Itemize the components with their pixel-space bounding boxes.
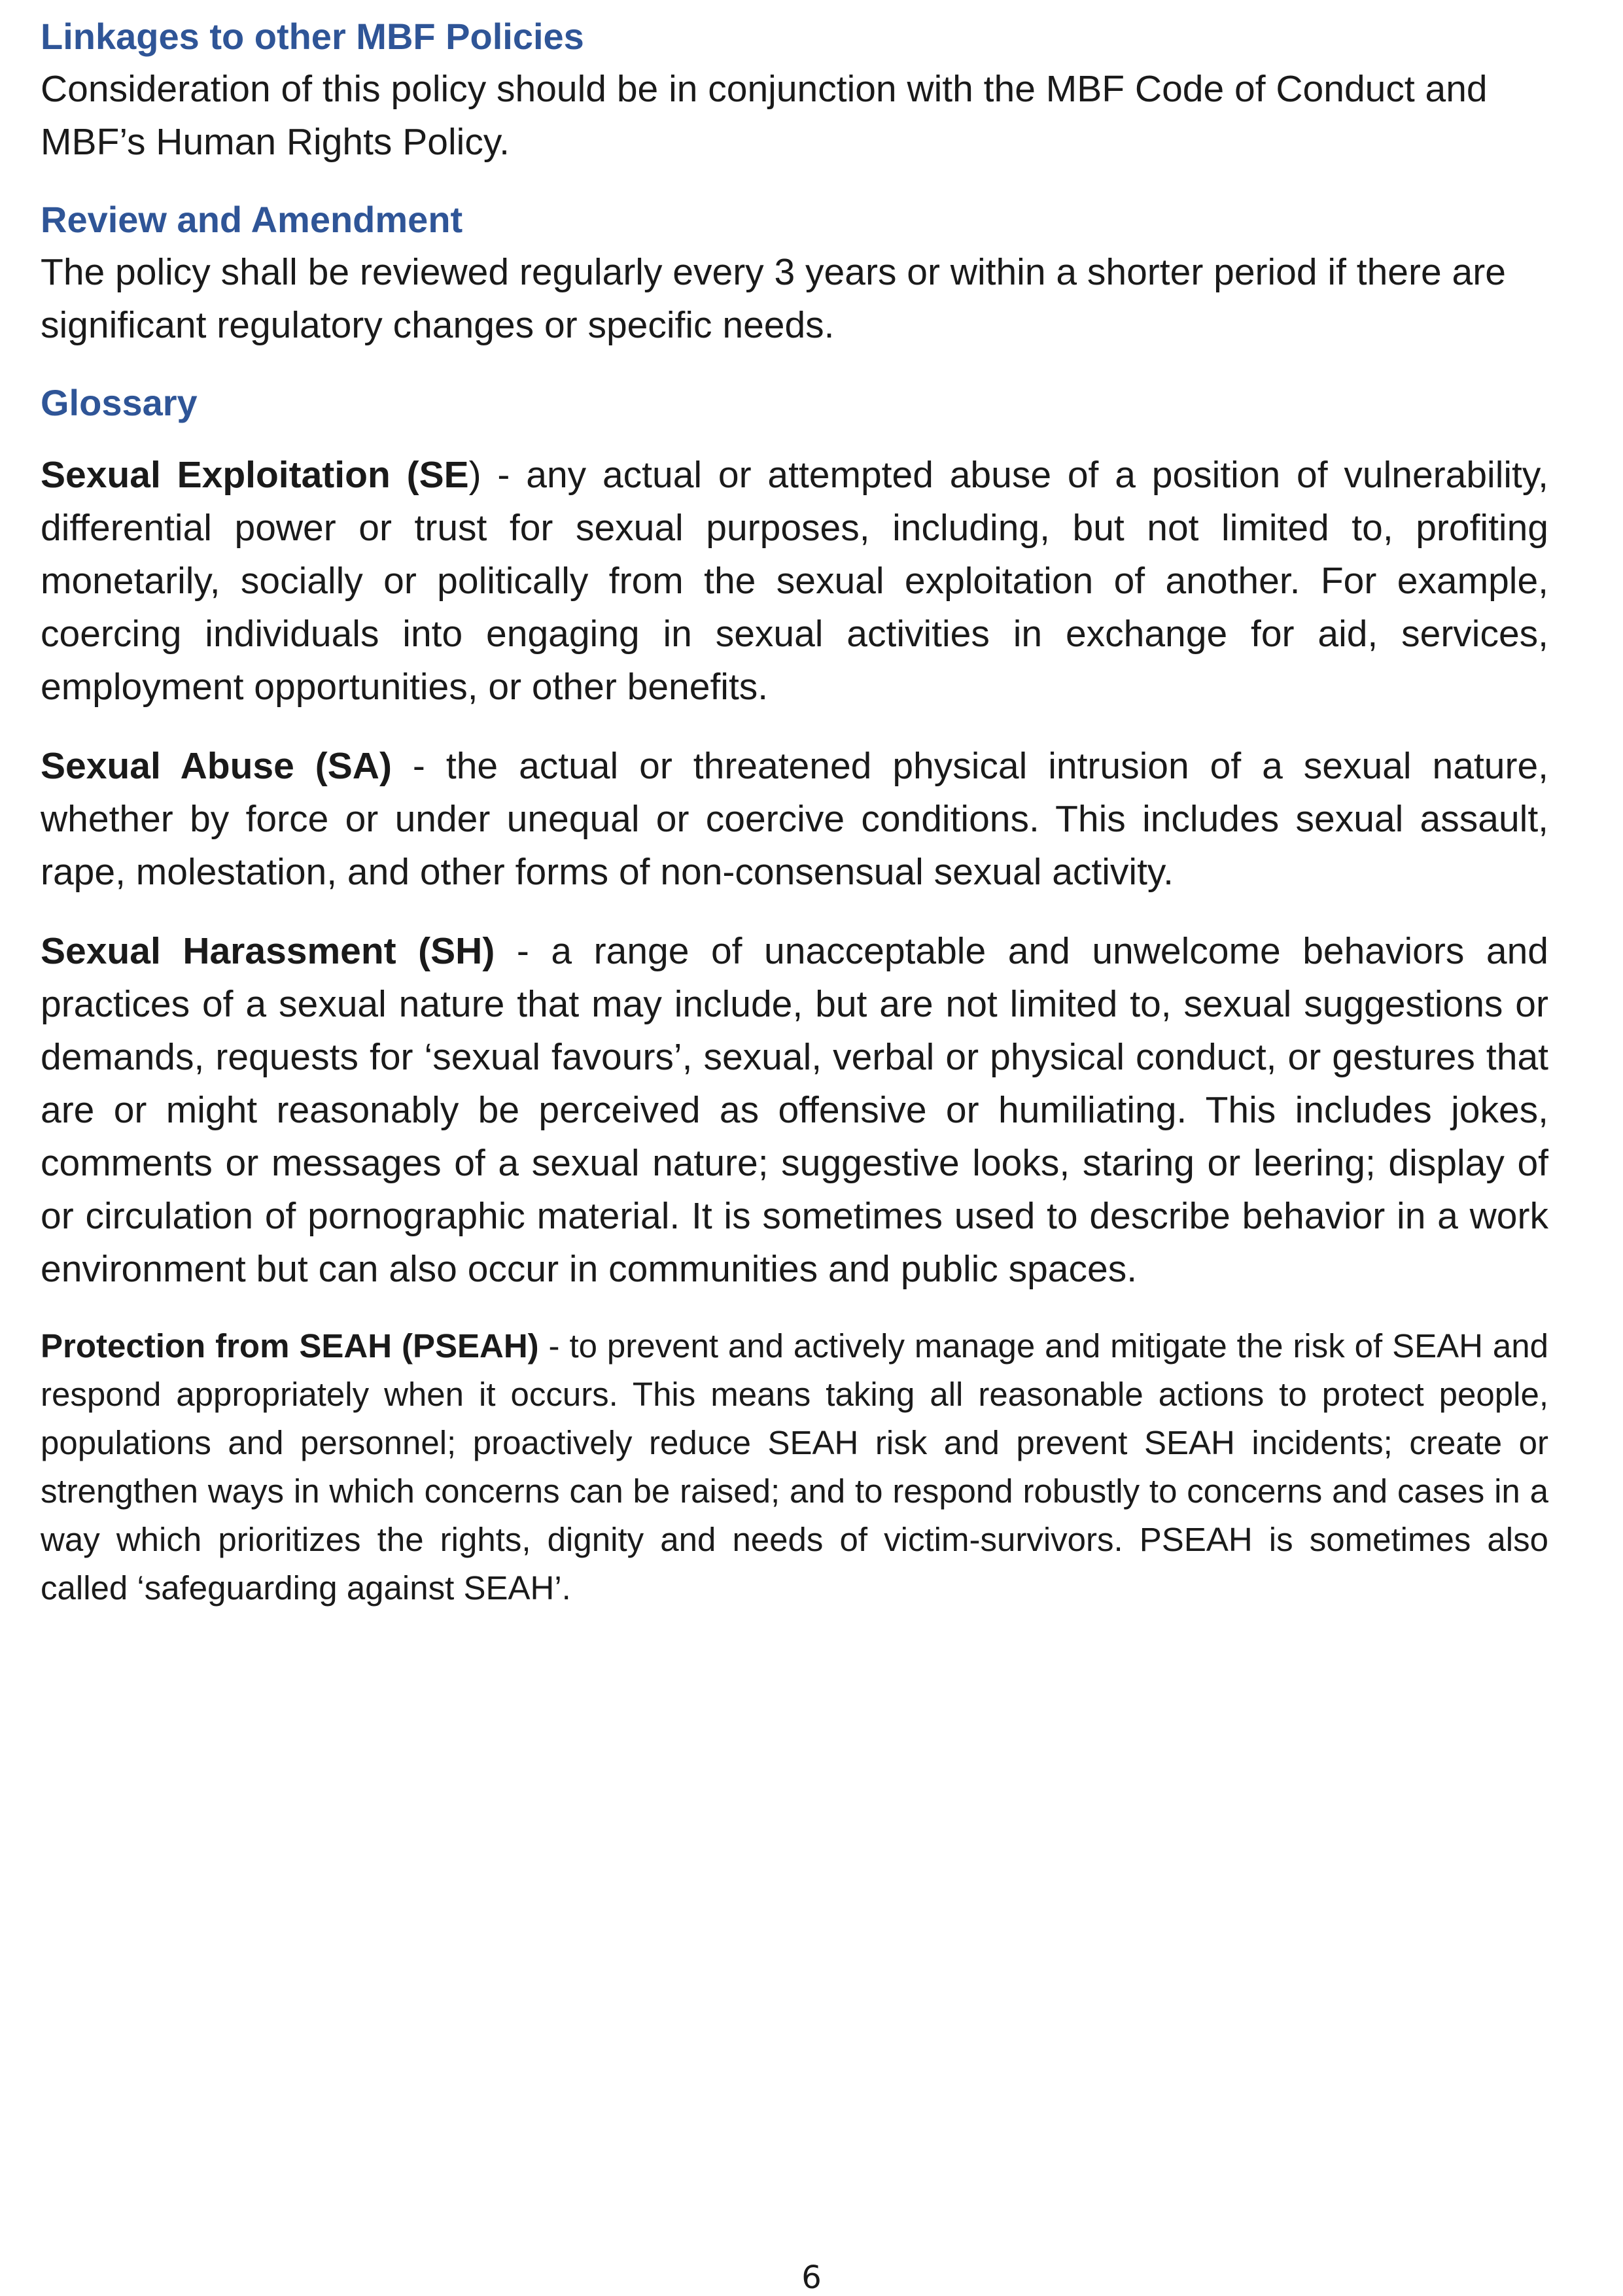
page-number: 6 xyxy=(801,2259,822,2296)
glossary-term-se-tail: ) xyxy=(468,454,481,496)
glossary-entry-sa xyxy=(41,740,1548,899)
glossary-entry-se xyxy=(41,449,1548,714)
glossary-definition-se: - any actual or attempted abuse of a position of vulnerability, differential power or trust for sexual purposes, including, but not limited to, profiting monetarily, socially or politically from the sexual exploitation of another. For example, coercing individuals into engaging in sexual activities in exchange for aid, services, employment opportunities, or other benefits. xyxy=(41,454,1548,708)
glossary-entry-sh xyxy=(41,925,1548,1296)
glossary-entry-pseah xyxy=(41,1322,1548,1612)
spacer xyxy=(41,899,1548,925)
glossary-definition-sa: - the actual or threatened physical intrusion of a sexual nature, whether by force or under unequal or coercive conditions. This includes sexual assault, rape, molestation, and other forms of non-consensual sexual activity. xyxy=(41,745,1548,893)
glossary-term-pseah: Protection from SEAH (PSEAH) xyxy=(41,1327,539,1365)
spacer xyxy=(41,352,1548,377)
glossary-term-sa: Sexual Abuse (SA) xyxy=(41,745,392,787)
spacer xyxy=(41,429,1548,449)
glossary-term-sh: Sexual Harassment (SH) xyxy=(41,930,495,972)
review-heading: Review and Amendment xyxy=(41,199,463,240)
spacer xyxy=(41,714,1548,740)
review-body: The policy shall be reviewed regularly every 3 years or within a shorter period if there are significant regulatory changes or specific needs. xyxy=(41,251,1506,346)
linkages-body: Consideration of this policy should be in conjunction with the MBF Code of Conduct and MBF’s Human Rights Policy. xyxy=(41,68,1488,163)
glossary-definition-pseah: - to prevent and actively manage and mitigate the risk of SEAH and respond appropriately when it occurs. This means taking all reasonable actions to protect people, populations and personnel; proactively reduce SEAH risk and prevent SEAH incidents; create or strengthen ways in which concerns can be raised; and to respond robustly to concerns and cases in a way which prioritizes the rights, dignity and needs of victim-survivors. PSEAH is sometimes also called ‘safeguarding against SEAH’. xyxy=(41,1327,1548,1607)
linkages-heading: Linkages to other MBF Policies xyxy=(41,16,584,57)
spacer xyxy=(41,1296,1548,1322)
spacer xyxy=(41,169,1548,194)
glossary-heading: Glossary xyxy=(41,382,198,423)
glossary-term-se: Sexual Exploitation (SE xyxy=(41,454,469,496)
glossary-definition-sh: - a range of unacceptable and unwelcome behaviors and practices of a sexual nature that may include, but are not limited to, sexual suggestions or demands, requests for ‘sexual favours’, sexual, verbal or physical conduct, or gestures that are or might reasonably be perceived as offensive or humiliating. This includes jokes, comments or messages of a sexual nature; suggestive looks, staring or leering; display of or circulation of pornographic material. It is sometimes used to describe behavior in a work environment but can also occur in communities and public spaces. xyxy=(41,930,1548,1290)
document-page xyxy=(41,10,1548,1612)
